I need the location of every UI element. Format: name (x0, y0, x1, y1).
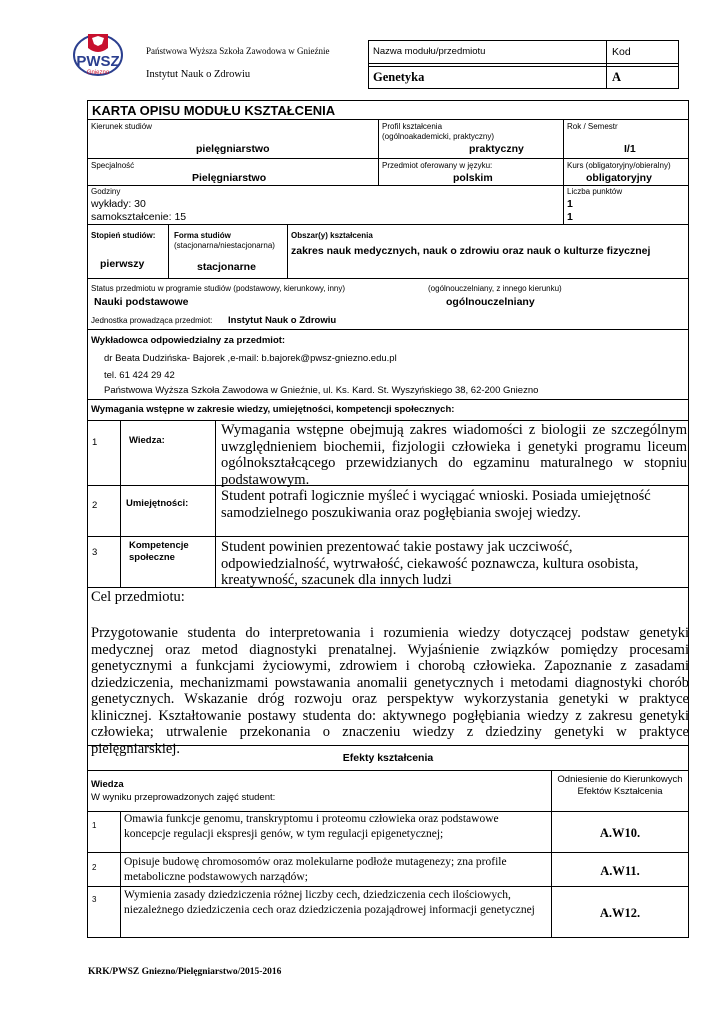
lecturer-name: dr Beata Dudzińska- Bajorek ,e-mail: b.bajorek@pwsz-gniezno.edu.pl (104, 353, 397, 364)
requirement-text: Student powinien prezentować takie postawy jak uczciwość, odpowiedzialność, wytrwałość, ciekawość poznawcza, kultura osobista, kreatywność, szacunek dla innych ludzi (221, 539, 639, 588)
course-type-cell (563, 158, 689, 186)
requirement-no: 3 (92, 547, 98, 558)
knowledge-heading-cell (87, 770, 552, 812)
level-cell (87, 224, 169, 279)
specialty-cell (87, 158, 379, 186)
requirement-label-cell (120, 485, 216, 537)
effect-no: 2 (92, 863, 97, 872)
effect-no-cell (87, 886, 121, 938)
knowledge-heading: Wiedza (91, 779, 124, 790)
requirement-no-cell (87, 536, 121, 588)
form-value: stacjonarne (197, 261, 256, 273)
module-card (87, 100, 689, 938)
requirement-label: Umiejętności: (126, 498, 189, 509)
logo-subtext: Gniezno (86, 70, 110, 76)
form-sublabel: (stacjonarna/niestacjonarna) (174, 241, 275, 250)
language-label: Przedmiot oferowany w języku: (382, 161, 493, 170)
requirement-label: Kompetencje społeczne (129, 540, 189, 563)
effect-ref-cell (551, 811, 689, 853)
unit-label: Jednostka prowadząca przedmiot: (91, 316, 213, 325)
hours-label: Godziny (91, 187, 121, 196)
page-footer: KRK/PWSZ Gniezno/Pielęgniarstwo/2015-2016 (88, 967, 282, 977)
general-value: ogólnouczelniany (446, 296, 535, 308)
requirement-no: 2 (92, 500, 98, 511)
institution-name: Państwowa Wyższa Szkoła Zawodowa w Gnieźnie (146, 46, 330, 56)
effect-text: Wymienia zasady dziedziczenia różnej liczby cech, dziedziczenia cech ilościowych, niezależnego dziedziczenia cech oraz dziedziczenia pozajądrowej informacji genetycznej (124, 889, 535, 916)
requirement-text-cell (215, 420, 689, 486)
code-label: Kod (612, 46, 631, 58)
field-of-study-cell (87, 119, 379, 159)
form-cell (168, 224, 288, 279)
reference-heading: Odniesienie do Kierunkowych Efektów Kształcenia (557, 774, 683, 797)
year-value: I/1 (624, 143, 636, 155)
requirement-label-cell (120, 420, 216, 486)
requirement-text: Student potrafi logicznie myśleć i wyciągać wnioski. Posiada umiejętność samodzielnego poszukiwania oraz pogłębiania swojej wiedzy. (221, 488, 651, 521)
requirement-label: Wiedza: (129, 435, 165, 446)
effect-no: 3 (92, 895, 97, 904)
specialty-label: Specjalność (91, 161, 135, 170)
goal-text: Przygotowanie studenta do interpretowania i rozumienia wiedzy dotyczącej podstaw genetyki medycznej oraz metod diagnostyki prenatalnej. Wyjaśnienie związków pomiędzy procesami genetycznymi a funkcjami życiowymi, zdrowiem i chorobą człowieka. Zapoznanie z zasadami dziedziczenia, mechanizmami powstawania anomalii genetycznych i metodami diagnostyki chorób genetycznych. Wskazanie dróg rozwoju oraz perspektyw wykorzystania genetyki w praktyce klinicznej. Kształtowanie postawy studenta do: aktywnego pogłębiania wiedzy z zakresu genetyki człowieka; utrwalenie przekonania o znaczeniu wiedzy z dziedziny genetyki w praktyce pielęgniarskiej. (91, 625, 689, 757)
lecturer-heading: Wykładowca odpowiedzialny za przedmiot: (91, 335, 286, 346)
points-label: Liczba punktów (567, 187, 623, 196)
goal-cell (87, 587, 689, 757)
status-cell (87, 278, 689, 330)
level-value: pierwszy (100, 258, 145, 270)
logo-text: PWSZ (76, 53, 120, 70)
requirements-heading: Wymagania wstępne w zakresie wiedzy, umiejętności, kompetencji społecznych: (91, 404, 455, 415)
year-cell (563, 119, 689, 159)
profile-cell (378, 119, 564, 159)
profile-label: Profil kształcenia (382, 122, 443, 131)
general-label: (ogólnouczelniany, z innego kierunku) (428, 284, 562, 293)
area-value: zakres nauk medycznych, nauk o zdrowiu oraz nauk o kulturze fizycznej (291, 245, 651, 257)
hours-self-study: samokształcenie: 15 (91, 211, 187, 223)
requirement-label-cell (120, 536, 216, 588)
effect-no-cell (87, 811, 121, 853)
language-value: polskim (453, 172, 493, 184)
card-title: KARTA OPISU MODUŁU KSZTAŁCENIA (92, 103, 336, 118)
lecturer-phone: tel. 61 424 29 42 (104, 370, 175, 381)
knowledge-subheading: W wyniku przeprowadzonych zajęć student: (91, 792, 276, 803)
language-cell (378, 158, 564, 186)
effect-text-cell (120, 811, 552, 853)
area-label: Obszar(y) kształcenia (291, 231, 373, 240)
card-title-row (87, 100, 689, 120)
level-label: Stopień studiów: (91, 231, 156, 240)
pwsz-logo (72, 28, 124, 78)
effect-text: Opisuje budowę chromosomów oraz molekularne podłoże mutagenezy; zna profile metaboliczne podstawowych narządów; (124, 856, 507, 883)
effect-text-cell (120, 886, 552, 938)
status-value: Nauki podstawowe (94, 296, 189, 308)
course-type-value: obligatoryjny (586, 172, 652, 184)
status-label: Status przedmiotu w programie studiów (podstawowy, kierunkowy, inny) (91, 284, 346, 293)
effect-ref: A.W10. (599, 826, 641, 840)
module-name-label: Nazwa modułu/przedmiotu (373, 46, 486, 57)
effect-ref: A.W11. (600, 864, 640, 878)
effect-ref-cell (551, 886, 689, 938)
lecturer-cell (87, 329, 689, 400)
effect-ref: A.W12. (599, 906, 641, 920)
goal-heading: Cel przedmiotu: (91, 589, 185, 605)
requirement-no-cell (87, 485, 121, 537)
requirement-text: Wymagania wstępne obejmują zakres wiadomości z biologii ze szczególnym uwzględnieniem biochemii, fizjologii człowieka i genetyki programu liceum ogólnokształcącego przewidzianych do egzaminu maturalnego w stopniu podstawowym. (221, 422, 687, 488)
requirement-text-cell (215, 485, 689, 537)
requirement-no-cell (87, 420, 121, 486)
course-type-label: Kurs (obligatoryjny/obieralny) (567, 161, 671, 170)
requirement-no: 1 (92, 437, 98, 448)
field-of-study-label: Kierunek studiów (91, 122, 152, 131)
year-label: Rok / Semestr (567, 122, 618, 131)
unit-value: Instytut Nauk o Zdrowiu (228, 315, 337, 326)
area-cell (287, 224, 689, 279)
specialty-value: Pielęgniarstwo (192, 172, 267, 184)
points-cell (563, 185, 689, 225)
effect-no: 1 (92, 821, 97, 830)
field-of-study-value: pielęgniarstwo (196, 143, 270, 155)
points-value-1: 1 (567, 198, 573, 210)
profile-value: praktyczny (469, 143, 524, 155)
hours-lecture: wykłady: 30 (91, 198, 146, 210)
requirements-heading-cell (87, 399, 689, 421)
reference-heading-cell (551, 770, 689, 812)
effects-heading-cell (87, 745, 689, 771)
module-name-value: Genetyka (373, 70, 425, 84)
effects-heading: Efekty kształcenia (342, 752, 434, 764)
lecturer-address: Państwowa Wyższa Szkoła Zawodowa w Gnieźnie, ul. Ks. Kard. St. Wyszyńskiego 38, 62-200 Gniezno (104, 385, 539, 396)
profile-sublabel: (ogólnoakademicki, praktyczny) (382, 132, 495, 141)
module-header-table (368, 40, 679, 89)
requirement-text-cell (215, 536, 689, 588)
hours-cell (87, 185, 564, 225)
form-label: Forma studiów (174, 231, 231, 240)
effect-text: Omawia funkcje genomu, transkryptomu i proteomu człowieka oraz podstawowe koncepcje regulacji ekspresji genów, w tym regulacji epigenetycznej; (124, 813, 499, 840)
points-value-2: 1 (567, 211, 573, 223)
effect-ref-cell (551, 852, 689, 887)
institute-name: Instytut Nauk o Zdrowiu (146, 69, 251, 80)
effect-no-cell (87, 852, 121, 887)
effect-text-cell (120, 852, 552, 887)
code-value: A (612, 70, 622, 84)
